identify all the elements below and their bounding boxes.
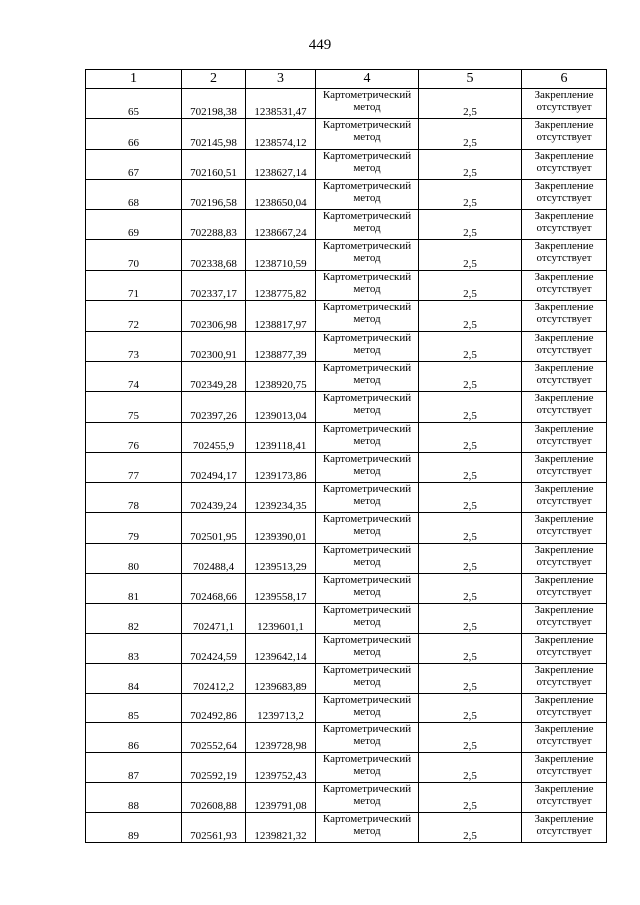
point-number-cell: 75 bbox=[86, 392, 182, 423]
fixing-cell bbox=[522, 483, 607, 513]
fixing-line-2: отсутствует bbox=[536, 101, 592, 113]
y-coordinate-cell: 1238920,75 bbox=[246, 362, 316, 392]
method-cell bbox=[316, 783, 419, 813]
fixing-cell bbox=[522, 119, 607, 150]
fixing-line-2: отсутствует bbox=[536, 556, 592, 568]
column-header-2: 2 bbox=[182, 70, 246, 89]
fixing-line-1: Закрепление bbox=[534, 513, 594, 525]
method-line-2: метод bbox=[353, 586, 381, 598]
y-coordinate-cell: 1238667,24 bbox=[246, 210, 316, 240]
table-row bbox=[86, 423, 607, 453]
method-cell bbox=[316, 813, 419, 843]
fixing-line-1: Закрепление bbox=[534, 783, 594, 795]
table-row bbox=[86, 119, 607, 150]
y-coordinate-cell: 1239752,43 bbox=[246, 753, 316, 783]
method-cell bbox=[316, 150, 419, 180]
method-line-1: Картометрический bbox=[322, 483, 412, 495]
point-number-cell: 87 bbox=[86, 753, 182, 783]
fixing-line-2: отсутствует bbox=[536, 344, 592, 356]
column-header-1: 1 bbox=[86, 70, 182, 89]
fixing-line-2: отсутствует bbox=[536, 404, 592, 416]
fixing-line-1: Закрепление bbox=[534, 332, 594, 344]
x-coordinate-cell: 702455,9 bbox=[182, 423, 246, 453]
method-line-2: метод bbox=[353, 404, 381, 416]
method-line-1: Картометрический bbox=[322, 240, 412, 252]
fixing-line-1: Закрепление bbox=[534, 150, 594, 162]
method-line-1: Картометрический bbox=[322, 783, 412, 795]
table-row bbox=[86, 392, 607, 423]
x-coordinate-cell: 702592,19 bbox=[182, 753, 246, 783]
column-header-5: 5 bbox=[419, 70, 522, 89]
y-coordinate-cell: 1239683,89 bbox=[246, 664, 316, 694]
method-cell bbox=[316, 574, 419, 604]
table-row bbox=[86, 210, 607, 240]
method-line-2: метод bbox=[353, 525, 381, 537]
fixing-line-2: отсутствует bbox=[536, 283, 592, 295]
fixing-cell bbox=[522, 604, 607, 634]
y-coordinate-cell: 1239601,1 bbox=[246, 604, 316, 634]
x-coordinate-cell: 702338,68 bbox=[182, 240, 246, 271]
y-coordinate-cell: 1238710,59 bbox=[246, 240, 316, 271]
fixing-line-2: отсутствует bbox=[536, 374, 592, 386]
method-line-1: Картометрический bbox=[322, 723, 412, 735]
accuracy-cell: 2,5 bbox=[419, 210, 522, 240]
fixing-line-2: отсутствует bbox=[536, 162, 592, 174]
method-line-1: Картометрический bbox=[322, 392, 412, 404]
y-coordinate-cell: 1239513,29 bbox=[246, 544, 316, 574]
fixing-line-1: Закрепление bbox=[534, 271, 594, 283]
fixing-line-2: отсутствует bbox=[536, 222, 592, 234]
method-line-1: Картометрический bbox=[322, 753, 412, 765]
fixing-line-2: отсутствует bbox=[536, 735, 592, 747]
method-line-1: Картометрический bbox=[322, 694, 412, 706]
table-row bbox=[86, 453, 607, 483]
fixing-cell bbox=[522, 694, 607, 723]
accuracy-cell: 2,5 bbox=[419, 301, 522, 332]
fixing-line-1: Закрепление bbox=[534, 453, 594, 465]
point-number-cell: 83 bbox=[86, 634, 182, 664]
method-cell bbox=[316, 332, 419, 362]
accuracy-cell: 2,5 bbox=[419, 240, 522, 271]
fixing-cell bbox=[522, 332, 607, 362]
fixing-line-2: отсутствует bbox=[536, 313, 592, 325]
method-line-1: Картометрический bbox=[322, 332, 412, 344]
column-header-4: 4 bbox=[316, 70, 419, 89]
fixing-cell bbox=[522, 813, 607, 843]
fixing-line-1: Закрепление bbox=[534, 210, 594, 222]
method-cell bbox=[316, 423, 419, 453]
method-line-1: Картометрический bbox=[322, 119, 412, 131]
fixing-line-1: Закрепление bbox=[534, 574, 594, 586]
fixing-cell bbox=[522, 544, 607, 574]
fixing-line-1: Закрепление bbox=[534, 664, 594, 676]
method-line-1: Картометрический bbox=[322, 634, 412, 646]
x-coordinate-cell: 702608,88 bbox=[182, 783, 246, 813]
method-line-1: Картометрический bbox=[322, 180, 412, 192]
fixing-line-2: отсутствует bbox=[536, 495, 592, 507]
fixing-line-2: отсутствует bbox=[536, 252, 592, 264]
x-coordinate-cell: 702561,93 bbox=[182, 813, 246, 843]
method-line-2: метод bbox=[353, 222, 381, 234]
table-row bbox=[86, 483, 607, 513]
table-row bbox=[86, 544, 607, 574]
fixing-line-1: Закрепление bbox=[534, 813, 594, 825]
method-line-2: метод bbox=[353, 101, 381, 113]
fixing-line-1: Закрепление bbox=[534, 753, 594, 765]
method-line-1: Картометрический bbox=[322, 89, 412, 101]
fixing-cell bbox=[522, 210, 607, 240]
fixing-line-1: Закрепление bbox=[534, 544, 594, 556]
accuracy-cell: 2,5 bbox=[419, 362, 522, 392]
accuracy-cell: 2,5 bbox=[419, 574, 522, 604]
accuracy-cell: 2,5 bbox=[419, 483, 522, 513]
method-line-2: метод bbox=[353, 616, 381, 628]
y-coordinate-cell: 1239821,32 bbox=[246, 813, 316, 843]
x-coordinate-cell: 702412,2 bbox=[182, 664, 246, 694]
method-line-1: Картометрический bbox=[322, 813, 412, 825]
method-cell bbox=[316, 723, 419, 753]
accuracy-cell: 2,5 bbox=[419, 634, 522, 664]
accuracy-cell: 2,5 bbox=[419, 150, 522, 180]
method-cell bbox=[316, 180, 419, 210]
fixing-cell bbox=[522, 240, 607, 271]
table-row bbox=[86, 513, 607, 544]
x-coordinate-cell: 702337,17 bbox=[182, 271, 246, 301]
y-coordinate-cell: 1239173,86 bbox=[246, 453, 316, 483]
y-coordinate-cell: 1239234,35 bbox=[246, 483, 316, 513]
method-cell bbox=[316, 210, 419, 240]
y-coordinate-cell: 1238817,97 bbox=[246, 301, 316, 332]
table-row bbox=[86, 301, 607, 332]
fixing-line-2: отсутствует bbox=[536, 646, 592, 658]
column-header-6: 6 bbox=[522, 70, 607, 89]
y-coordinate-cell: 1238531,47 bbox=[246, 89, 316, 119]
point-number-cell: 88 bbox=[86, 783, 182, 813]
method-line-1: Картометрический bbox=[322, 362, 412, 374]
coordinates-table bbox=[85, 69, 607, 843]
y-coordinate-cell: 1239791,08 bbox=[246, 783, 316, 813]
method-cell bbox=[316, 271, 419, 301]
method-line-1: Картометрический bbox=[322, 574, 412, 586]
y-coordinate-cell: 1239558,17 bbox=[246, 574, 316, 604]
point-number-cell: 71 bbox=[86, 271, 182, 301]
fixing-line-1: Закрепление bbox=[534, 392, 594, 404]
table-row bbox=[86, 240, 607, 271]
method-line-2: метод bbox=[353, 495, 381, 507]
method-cell bbox=[316, 483, 419, 513]
fixing-line-1: Закрепление bbox=[534, 723, 594, 735]
fixing-cell bbox=[522, 89, 607, 119]
x-coordinate-cell: 702145,98 bbox=[182, 119, 246, 150]
x-coordinate-cell: 702468,66 bbox=[182, 574, 246, 604]
method-line-2: метод bbox=[353, 374, 381, 386]
fixing-line-1: Закрепление bbox=[534, 119, 594, 131]
point-number-cell: 72 bbox=[86, 301, 182, 332]
table-row bbox=[86, 664, 607, 694]
fixing-line-2: отсутствует bbox=[536, 825, 592, 837]
y-coordinate-cell: 1239118,41 bbox=[246, 423, 316, 453]
x-coordinate-cell: 702288,83 bbox=[182, 210, 246, 240]
table-header-row bbox=[86, 70, 607, 89]
method-line-1: Картометрический bbox=[322, 604, 412, 616]
table-row bbox=[86, 574, 607, 604]
y-coordinate-cell: 1239390,01 bbox=[246, 513, 316, 544]
point-number-cell: 80 bbox=[86, 544, 182, 574]
fixing-line-1: Закрепление bbox=[534, 180, 594, 192]
point-number-cell: 89 bbox=[86, 813, 182, 843]
method-cell bbox=[316, 513, 419, 544]
accuracy-cell: 2,5 bbox=[419, 753, 522, 783]
method-cell bbox=[316, 240, 419, 271]
method-line-2: метод bbox=[353, 706, 381, 718]
y-coordinate-cell: 1239642,14 bbox=[246, 634, 316, 664]
fixing-line-1: Закрепление bbox=[534, 240, 594, 252]
x-coordinate-cell: 702300,91 bbox=[182, 332, 246, 362]
point-number-cell: 66 bbox=[86, 119, 182, 150]
accuracy-cell: 2,5 bbox=[419, 332, 522, 362]
y-coordinate-cell: 1238775,82 bbox=[246, 271, 316, 301]
point-number-cell: 68 bbox=[86, 180, 182, 210]
fixing-cell bbox=[522, 423, 607, 453]
fixing-cell bbox=[522, 783, 607, 813]
method-line-2: метод bbox=[353, 313, 381, 325]
method-line-2: метод bbox=[353, 825, 381, 837]
fixing-line-2: отсутствует bbox=[536, 435, 592, 447]
method-line-1: Картометрический bbox=[322, 271, 412, 283]
fixing-cell bbox=[522, 271, 607, 301]
fixing-cell bbox=[522, 574, 607, 604]
fixing-line-2: отсутствует bbox=[536, 616, 592, 628]
method-cell bbox=[316, 694, 419, 723]
x-coordinate-cell: 702306,98 bbox=[182, 301, 246, 332]
x-coordinate-cell: 702198,38 bbox=[182, 89, 246, 119]
fixing-line-1: Закрепление bbox=[534, 423, 594, 435]
fixing-cell bbox=[522, 392, 607, 423]
point-number-cell: 86 bbox=[86, 723, 182, 753]
method-line-2: метод bbox=[353, 162, 381, 174]
column-header-3: 3 bbox=[246, 70, 316, 89]
method-line-1: Картометрический bbox=[322, 150, 412, 162]
table-row bbox=[86, 89, 607, 119]
fixing-line-2: отсутствует bbox=[536, 525, 592, 537]
method-cell bbox=[316, 453, 419, 483]
method-line-2: метод bbox=[353, 131, 381, 143]
point-number-cell: 65 bbox=[86, 89, 182, 119]
point-number-cell: 67 bbox=[86, 150, 182, 180]
method-line-1: Картометрический bbox=[322, 664, 412, 676]
accuracy-cell: 2,5 bbox=[419, 544, 522, 574]
table-row bbox=[86, 332, 607, 362]
y-coordinate-cell: 1239713,2 bbox=[246, 694, 316, 723]
x-coordinate-cell: 702439,24 bbox=[182, 483, 246, 513]
table-row bbox=[86, 783, 607, 813]
x-coordinate-cell: 702488,4 bbox=[182, 544, 246, 574]
fixing-cell bbox=[522, 362, 607, 392]
accuracy-cell: 2,5 bbox=[419, 180, 522, 210]
point-number-cell: 81 bbox=[86, 574, 182, 604]
fixing-line-2: отсутствует bbox=[536, 676, 592, 688]
y-coordinate-cell: 1238877,39 bbox=[246, 332, 316, 362]
method-cell bbox=[316, 301, 419, 332]
accuracy-cell: 2,5 bbox=[419, 119, 522, 150]
x-coordinate-cell: 702160,51 bbox=[182, 150, 246, 180]
method-cell bbox=[316, 119, 419, 150]
fixing-cell bbox=[522, 634, 607, 664]
method-line-2: метод bbox=[353, 252, 381, 264]
method-line-1: Картометрический bbox=[322, 301, 412, 313]
y-coordinate-cell: 1239013,04 bbox=[246, 392, 316, 423]
point-number-cell: 76 bbox=[86, 423, 182, 453]
y-coordinate-cell: 1238650,04 bbox=[246, 180, 316, 210]
table-row bbox=[86, 634, 607, 664]
method-line-2: метод bbox=[353, 465, 381, 477]
table-row bbox=[86, 723, 607, 753]
accuracy-cell: 2,5 bbox=[419, 453, 522, 483]
fixing-line-2: отсутствует bbox=[536, 131, 592, 143]
point-number-cell: 82 bbox=[86, 604, 182, 634]
method-cell bbox=[316, 392, 419, 423]
fixing-cell bbox=[522, 180, 607, 210]
fixing-cell bbox=[522, 513, 607, 544]
point-number-cell: 77 bbox=[86, 453, 182, 483]
point-number-cell: 70 bbox=[86, 240, 182, 271]
fixing-line-1: Закрепление bbox=[534, 483, 594, 495]
point-number-cell: 84 bbox=[86, 664, 182, 694]
fixing-line-1: Закрепление bbox=[534, 694, 594, 706]
point-number-cell: 74 bbox=[86, 362, 182, 392]
fixing-cell bbox=[522, 723, 607, 753]
page-number: 449 bbox=[308, 37, 332, 53]
method-line-1: Картометрический bbox=[322, 210, 412, 222]
table-body bbox=[86, 89, 607, 843]
method-line-2: метод bbox=[353, 435, 381, 447]
fixing-line-2: отсутствует bbox=[536, 706, 592, 718]
point-number-cell: 73 bbox=[86, 332, 182, 362]
accuracy-cell: 2,5 bbox=[419, 271, 522, 301]
method-cell bbox=[316, 89, 419, 119]
fixing-cell bbox=[522, 301, 607, 332]
method-line-1: Картометрический bbox=[322, 453, 412, 465]
accuracy-cell: 2,5 bbox=[419, 694, 522, 723]
table-row bbox=[86, 271, 607, 301]
method-line-2: метод bbox=[353, 344, 381, 356]
y-coordinate-cell: 1238627,14 bbox=[246, 150, 316, 180]
accuracy-cell: 2,5 bbox=[419, 723, 522, 753]
point-number-cell: 79 bbox=[86, 513, 182, 544]
point-number-cell: 69 bbox=[86, 210, 182, 240]
accuracy-cell: 2,5 bbox=[419, 783, 522, 813]
y-coordinate-cell: 1239728,98 bbox=[246, 723, 316, 753]
point-number-cell: 85 bbox=[86, 694, 182, 723]
table-row bbox=[86, 180, 607, 210]
x-coordinate-cell: 702471,1 bbox=[182, 604, 246, 634]
method-line-2: метод bbox=[353, 556, 381, 568]
fixing-line-2: отсутствует bbox=[536, 586, 592, 598]
table-row bbox=[86, 813, 607, 843]
method-line-2: метод bbox=[353, 646, 381, 658]
method-line-2: метод bbox=[353, 192, 381, 204]
table-row bbox=[86, 753, 607, 783]
fixing-line-1: Закрепление bbox=[534, 89, 594, 101]
fixing-cell bbox=[522, 664, 607, 694]
y-coordinate-cell: 1238574,12 bbox=[246, 119, 316, 150]
method-cell bbox=[316, 753, 419, 783]
accuracy-cell: 2,5 bbox=[419, 813, 522, 843]
method-line-2: метод bbox=[353, 795, 381, 807]
table-row bbox=[86, 362, 607, 392]
method-cell bbox=[316, 664, 419, 694]
x-coordinate-cell: 702349,28 bbox=[182, 362, 246, 392]
method-cell bbox=[316, 604, 419, 634]
fixing-line-2: отсутствует bbox=[536, 192, 592, 204]
fixing-line-1: Закрепление bbox=[534, 604, 594, 616]
fixing-cell bbox=[522, 753, 607, 783]
method-line-1: Картометрический bbox=[322, 513, 412, 525]
x-coordinate-cell: 702424,59 bbox=[182, 634, 246, 664]
method-line-1: Картометрический bbox=[322, 423, 412, 435]
x-coordinate-cell: 702492,86 bbox=[182, 694, 246, 723]
table-row bbox=[86, 604, 607, 634]
fixing-cell bbox=[522, 150, 607, 180]
fixing-line-2: отсутствует bbox=[536, 465, 592, 477]
method-line-2: метод bbox=[353, 765, 381, 777]
fixing-cell bbox=[522, 453, 607, 483]
x-coordinate-cell: 702552,64 bbox=[182, 723, 246, 753]
x-coordinate-cell: 702494,17 bbox=[182, 453, 246, 483]
fixing-line-1: Закрепление bbox=[534, 634, 594, 646]
accuracy-cell: 2,5 bbox=[419, 513, 522, 544]
fixing-line-2: отсутствует bbox=[536, 795, 592, 807]
method-line-2: метод bbox=[353, 283, 381, 295]
accuracy-cell: 2,5 bbox=[419, 664, 522, 694]
fixing-line-2: отсутствует bbox=[536, 765, 592, 777]
table-row bbox=[86, 694, 607, 723]
x-coordinate-cell: 702501,95 bbox=[182, 513, 246, 544]
point-number-cell: 78 bbox=[86, 483, 182, 513]
accuracy-cell: 2,5 bbox=[419, 392, 522, 423]
method-line-1: Картометрический bbox=[322, 544, 412, 556]
method-cell bbox=[316, 544, 419, 574]
method-cell bbox=[316, 362, 419, 392]
fixing-line-1: Закрепление bbox=[534, 301, 594, 313]
x-coordinate-cell: 702196,58 bbox=[182, 180, 246, 210]
method-line-2: метод bbox=[353, 676, 381, 688]
accuracy-cell: 2,5 bbox=[419, 89, 522, 119]
table-row bbox=[86, 150, 607, 180]
fixing-line-1: Закрепление bbox=[534, 362, 594, 374]
x-coordinate-cell: 702397,26 bbox=[182, 392, 246, 423]
accuracy-cell: 2,5 bbox=[419, 604, 522, 634]
method-line-2: метод bbox=[353, 735, 381, 747]
accuracy-cell: 2,5 bbox=[419, 423, 522, 453]
method-cell bbox=[316, 634, 419, 664]
